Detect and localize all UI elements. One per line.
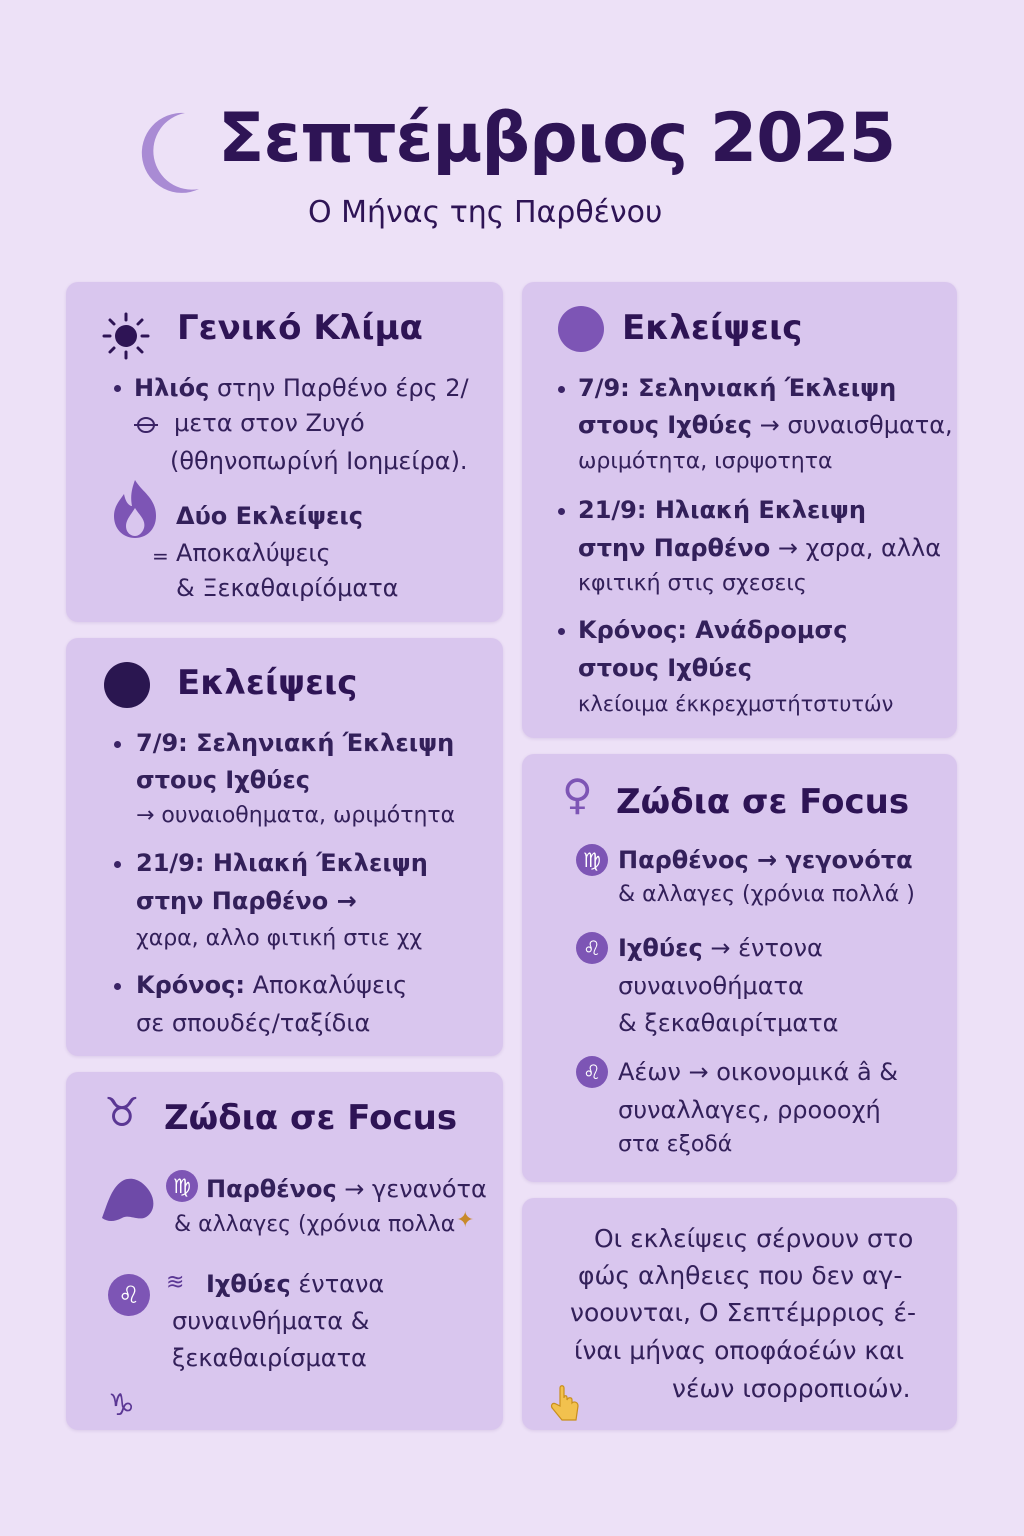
quote-line-4: ίναι μήνας οποφάοέών και <box>574 1336 905 1365</box>
eclipses-line: Δύο Εκλείψεις <box>176 502 363 530</box>
sun-line-2: μετα στον Ζυγό <box>174 409 365 437</box>
bullet <box>558 386 565 393</box>
eclipses-line-3: & Ξεκαθαιρίόματα <box>176 574 399 602</box>
purple-moon-icon <box>556 304 606 354</box>
eclipses-left-heading: Εκλείψεις <box>177 663 358 703</box>
saturn-line-2: σε σπουδές/ταξίδια <box>136 1009 371 1037</box>
saturn-line-3: κλείοιμα έκκρεχμστήτστυτών <box>578 692 894 716</box>
solar-eclipse-line: 21/9: Ηλιακή Εκλειψη <box>578 496 866 524</box>
quote-line-1: Οι εκλείψεις σέρνουν στο <box>594 1224 914 1253</box>
quote-card <box>522 1198 957 1430</box>
bullet <box>114 861 121 868</box>
bullet <box>114 983 121 990</box>
party-popper-icon: ✦ <box>456 1208 475 1233</box>
quote-line-3: νοουνται, Ο Σεπτέμρριος έ- <box>570 1298 916 1327</box>
eclipses-right-card <box>522 282 957 738</box>
solar-eclipse-line: 21/9: Ηλιακή Έκλειψη <box>136 849 428 877</box>
focus-right-card <box>522 754 957 1182</box>
fire-icon <box>104 478 166 540</box>
virgo-silhouette-icon <box>98 1172 158 1224</box>
equals-sign: = <box>152 544 169 568</box>
lunar-eclipse-line: 7/9: Σεληνιακή Έκλειψη <box>578 374 897 402</box>
bullet <box>114 385 121 392</box>
focus-left-card <box>66 1072 503 1430</box>
bullet <box>114 741 121 748</box>
quote-line-5: νέων ισορροπιοών. <box>672 1374 911 1403</box>
solar-eclipse-line-2: στην Παρθένο → <box>136 887 357 915</box>
eclipses-line-2: Αποκαλύψεις <box>176 539 331 567</box>
leo-sign-icon: ♌ <box>576 932 608 964</box>
sun-line: Ηλιός στην Παρθένο έρς 2/ <box>134 374 469 402</box>
virgo-sign-icon: ♍ <box>576 844 608 876</box>
dark-moon-icon <box>102 660 152 710</box>
crescent-moon-icon <box>133 109 203 195</box>
lunar-eclipse-line-2: στους Ιχθύες <box>136 766 310 794</box>
pisces-line: Ιχθύες έντανα <box>206 1270 385 1298</box>
virgo-line-2: & αλλαγες (χρόνια πολλα <box>174 1212 456 1237</box>
lunar-eclipse-line-3: → ουναιοθηματα, ωριμότητα <box>136 803 456 828</box>
lunar-eclipse-line: 7/9: Σεληνιακή Έκλειψη <box>136 729 455 757</box>
pisces-line-2: συναινθήματα & <box>172 1307 370 1335</box>
pisces-line-3: ξεκαθαιρίσματα <box>172 1344 367 1372</box>
pointing-hand-icon <box>546 1384 582 1424</box>
saturn-line-2: στους Ιχθύες <box>578 654 752 682</box>
eclipses-left-card <box>66 638 503 1056</box>
bullet <box>558 628 565 635</box>
lunar-eclipse-line-2: στους Ιχθύες → συναισθματα, <box>578 411 953 439</box>
leo-sign-icon-2: ♌ <box>576 1056 608 1088</box>
quote-line-2: φώς αληθειες που δεν αγ- <box>578 1261 903 1290</box>
capricorn-icon: ♑ <box>108 1388 135 1423</box>
solar-eclipse-line-3: χαρα, αλλο φιτική στιε χχ <box>136 926 423 951</box>
solar-eclipse-line-2: στην Παρθένο → χσρα, αλλα <box>578 534 942 562</box>
pisces-line: Ιχθύες → έντονα <box>618 934 823 962</box>
virgo-line: Παρθένος → γεγονότα <box>618 846 913 874</box>
page-title: Σεπτέμβριος 2025 <box>218 99 896 178</box>
focus-left-heading: Ζώδια σε Focus <box>164 1098 458 1138</box>
sun-icon <box>100 310 152 362</box>
general-climate-card <box>66 282 503 622</box>
page-subtitle: Ο Μήνας της Παρθένου <box>308 195 663 230</box>
virgo-line-2: & αλλαγες (χρόνια πολλά ) <box>618 882 915 907</box>
header <box>0 95 1024 255</box>
leo-sign-icon: ♌ <box>108 1274 150 1316</box>
saturn-line: Κρόνος: Αποκαλύψεις <box>136 971 408 999</box>
eclipses-right-heading: Εκλείψεις <box>622 308 803 348</box>
leo-line: Αέων → οικονομικά â & <box>618 1058 899 1086</box>
leo-line-3: στα εξοδά <box>618 1132 733 1157</box>
sun-line-3: (θθηνοπωρίνή Ιοημείρα). <box>170 447 468 475</box>
virgo-sign-icon: ♍ <box>166 1170 198 1202</box>
libra-icon <box>132 414 160 436</box>
saturn-line: Κρόνος: Ανάδρομσς <box>578 616 848 644</box>
waves-icon: ≋ <box>166 1270 185 1295</box>
leo-line-2: συναλλαγες, ρροοοχή <box>618 1096 881 1124</box>
lunar-eclipse-line-3: ωριμότητα, ισρψοτητα <box>578 449 833 474</box>
solar-eclipse-line-3: κφιτική στις σχεσεις <box>578 571 807 596</box>
pisces-line-2: συναινοθήματα <box>618 972 804 1000</box>
virgo-line: Παρθένος → γενανότα <box>206 1175 487 1203</box>
focus-right-heading: Ζώδια σε Focus <box>616 782 910 822</box>
pisces-line-3: & ξεκαθαιρίτματα <box>618 1009 839 1037</box>
bullet <box>558 508 565 515</box>
taurus-icon: ♉ <box>104 1090 140 1136</box>
general-climate-heading: Γενικό Κλίμα <box>177 308 423 348</box>
venus-icon: ♀ <box>562 770 593 819</box>
